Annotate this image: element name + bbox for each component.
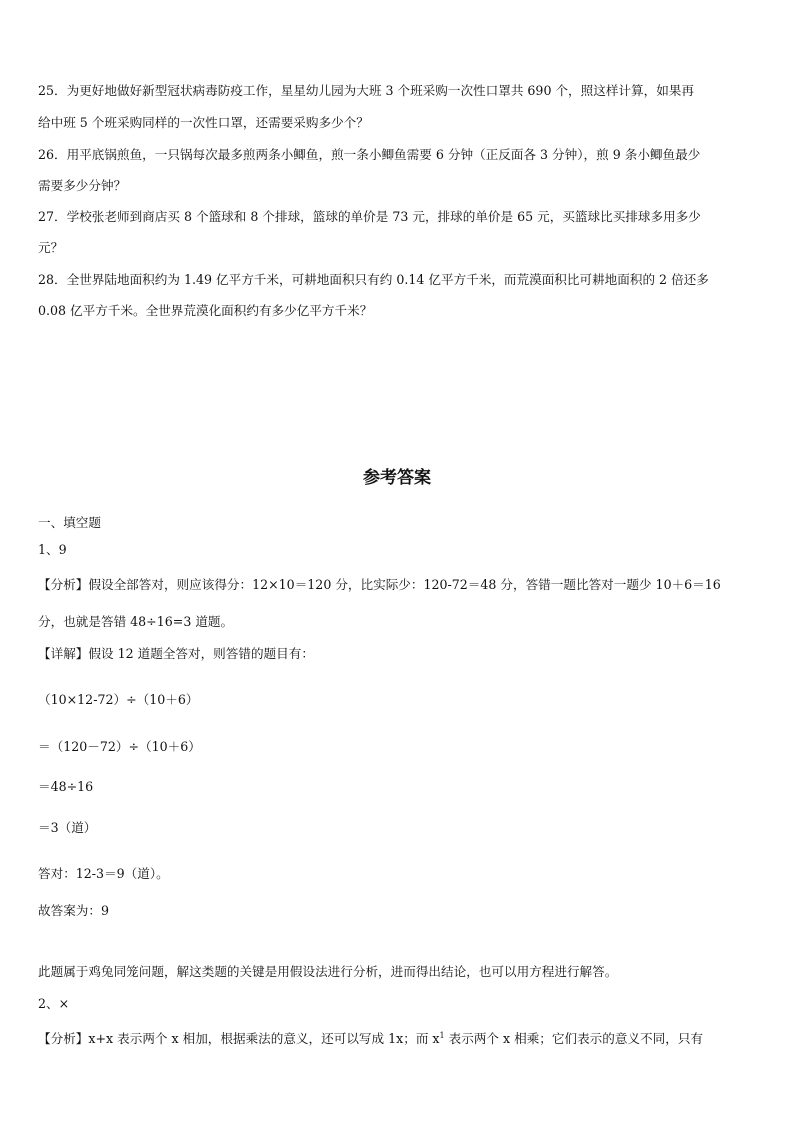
question-25-line-1: 25．为更好地做好新型冠状病毒防疫工作，星星幼儿园为大班 3 个班采购一次性口罩共 690 个，照这样计算，如果再 bbox=[38, 83, 694, 98]
question-25-line-2: 给中班 5 个班采购同样的一次性口罩，还需要采购多少个？ bbox=[38, 115, 369, 130]
question-27-line-2: 元？ bbox=[38, 240, 64, 255]
answer-1-analysis-line-1: 【分析】假设全部答对，则应该得分：12×10＝120 分，比实际少：120-72＝48 分，答错一题比答对一题少 10＋6＝16 bbox=[38, 577, 721, 592]
question-26-line-1: 26．用平底锅煎鱼，一只锅每次最多煎两条小鲫鱼，煎一条小鲫鱼需要 6 分钟（正反面各 3 分钟），煎 9 条小鲫鱼最少 bbox=[38, 147, 701, 162]
answers-title: 参考答案 bbox=[363, 468, 431, 488]
answer-1-number: 1、9 bbox=[38, 542, 67, 557]
answer-1-comment: 此题属于鸡兔同笼问题，解这类题的关键是用假设法进行分析，进而得出结论，也可以用方程进行解答。 bbox=[38, 964, 618, 979]
question-28-line-1: 28．全世界陆地面积约为 1.49 亿平方千米，可耕地面积只有约 0.14 亿平方千米，而荒漠面积比可耕地面积的 2 倍还多 bbox=[38, 272, 709, 287]
answer-1-detail: 【详解】假设 12 道题全答对，则答错的题目有： bbox=[38, 646, 314, 661]
answer-2-number: 2、× bbox=[38, 996, 70, 1011]
answer-2-analysis bbox=[38, 1028, 703, 1047]
answer-1-reply: 答对：12-3＝9（道）。 bbox=[38, 866, 169, 881]
answer-1-step-3: ＝48÷16 bbox=[38, 779, 94, 794]
question-27-line-1: 27．学校张老师到商店买 8 个篮球和 8 个排球，篮球的单价是 73 元，排球的单价是 65 元，买篮球比买排球多用多少 bbox=[38, 209, 701, 224]
answer-1-step-2: ＝（120－72）÷（10＋6） bbox=[38, 739, 201, 754]
answer-2-analysis-part-b: 表示两个 x 相乘；它们表示的意义不同，只有 bbox=[444, 1031, 704, 1046]
answer-2-analysis-part-a: 【分析】x+x 表示两个 x 相加，根据乘法的意义，还可以写成 1x；而 x bbox=[38, 1031, 440, 1046]
answer-1-analysis-line-2: 分，也就是答错 48÷16=3 道题。 bbox=[38, 614, 234, 629]
answer-1-step-4: ＝3（道） bbox=[38, 820, 97, 835]
question-28-line-2: 0.08 亿平方千米。全世界荒漠化面积约有多少亿平方千米？ bbox=[38, 303, 373, 318]
question-26-line-2: 需要多少分钟？ bbox=[38, 178, 127, 193]
answer-1-step-1: （10×12-72）÷（10＋6） bbox=[38, 692, 199, 707]
section-heading: 一、填空题 bbox=[38, 515, 101, 530]
answer-2-superscript: 1 bbox=[439, 1031, 445, 1040]
answer-1-final: 故答案为：9 bbox=[38, 903, 109, 918]
